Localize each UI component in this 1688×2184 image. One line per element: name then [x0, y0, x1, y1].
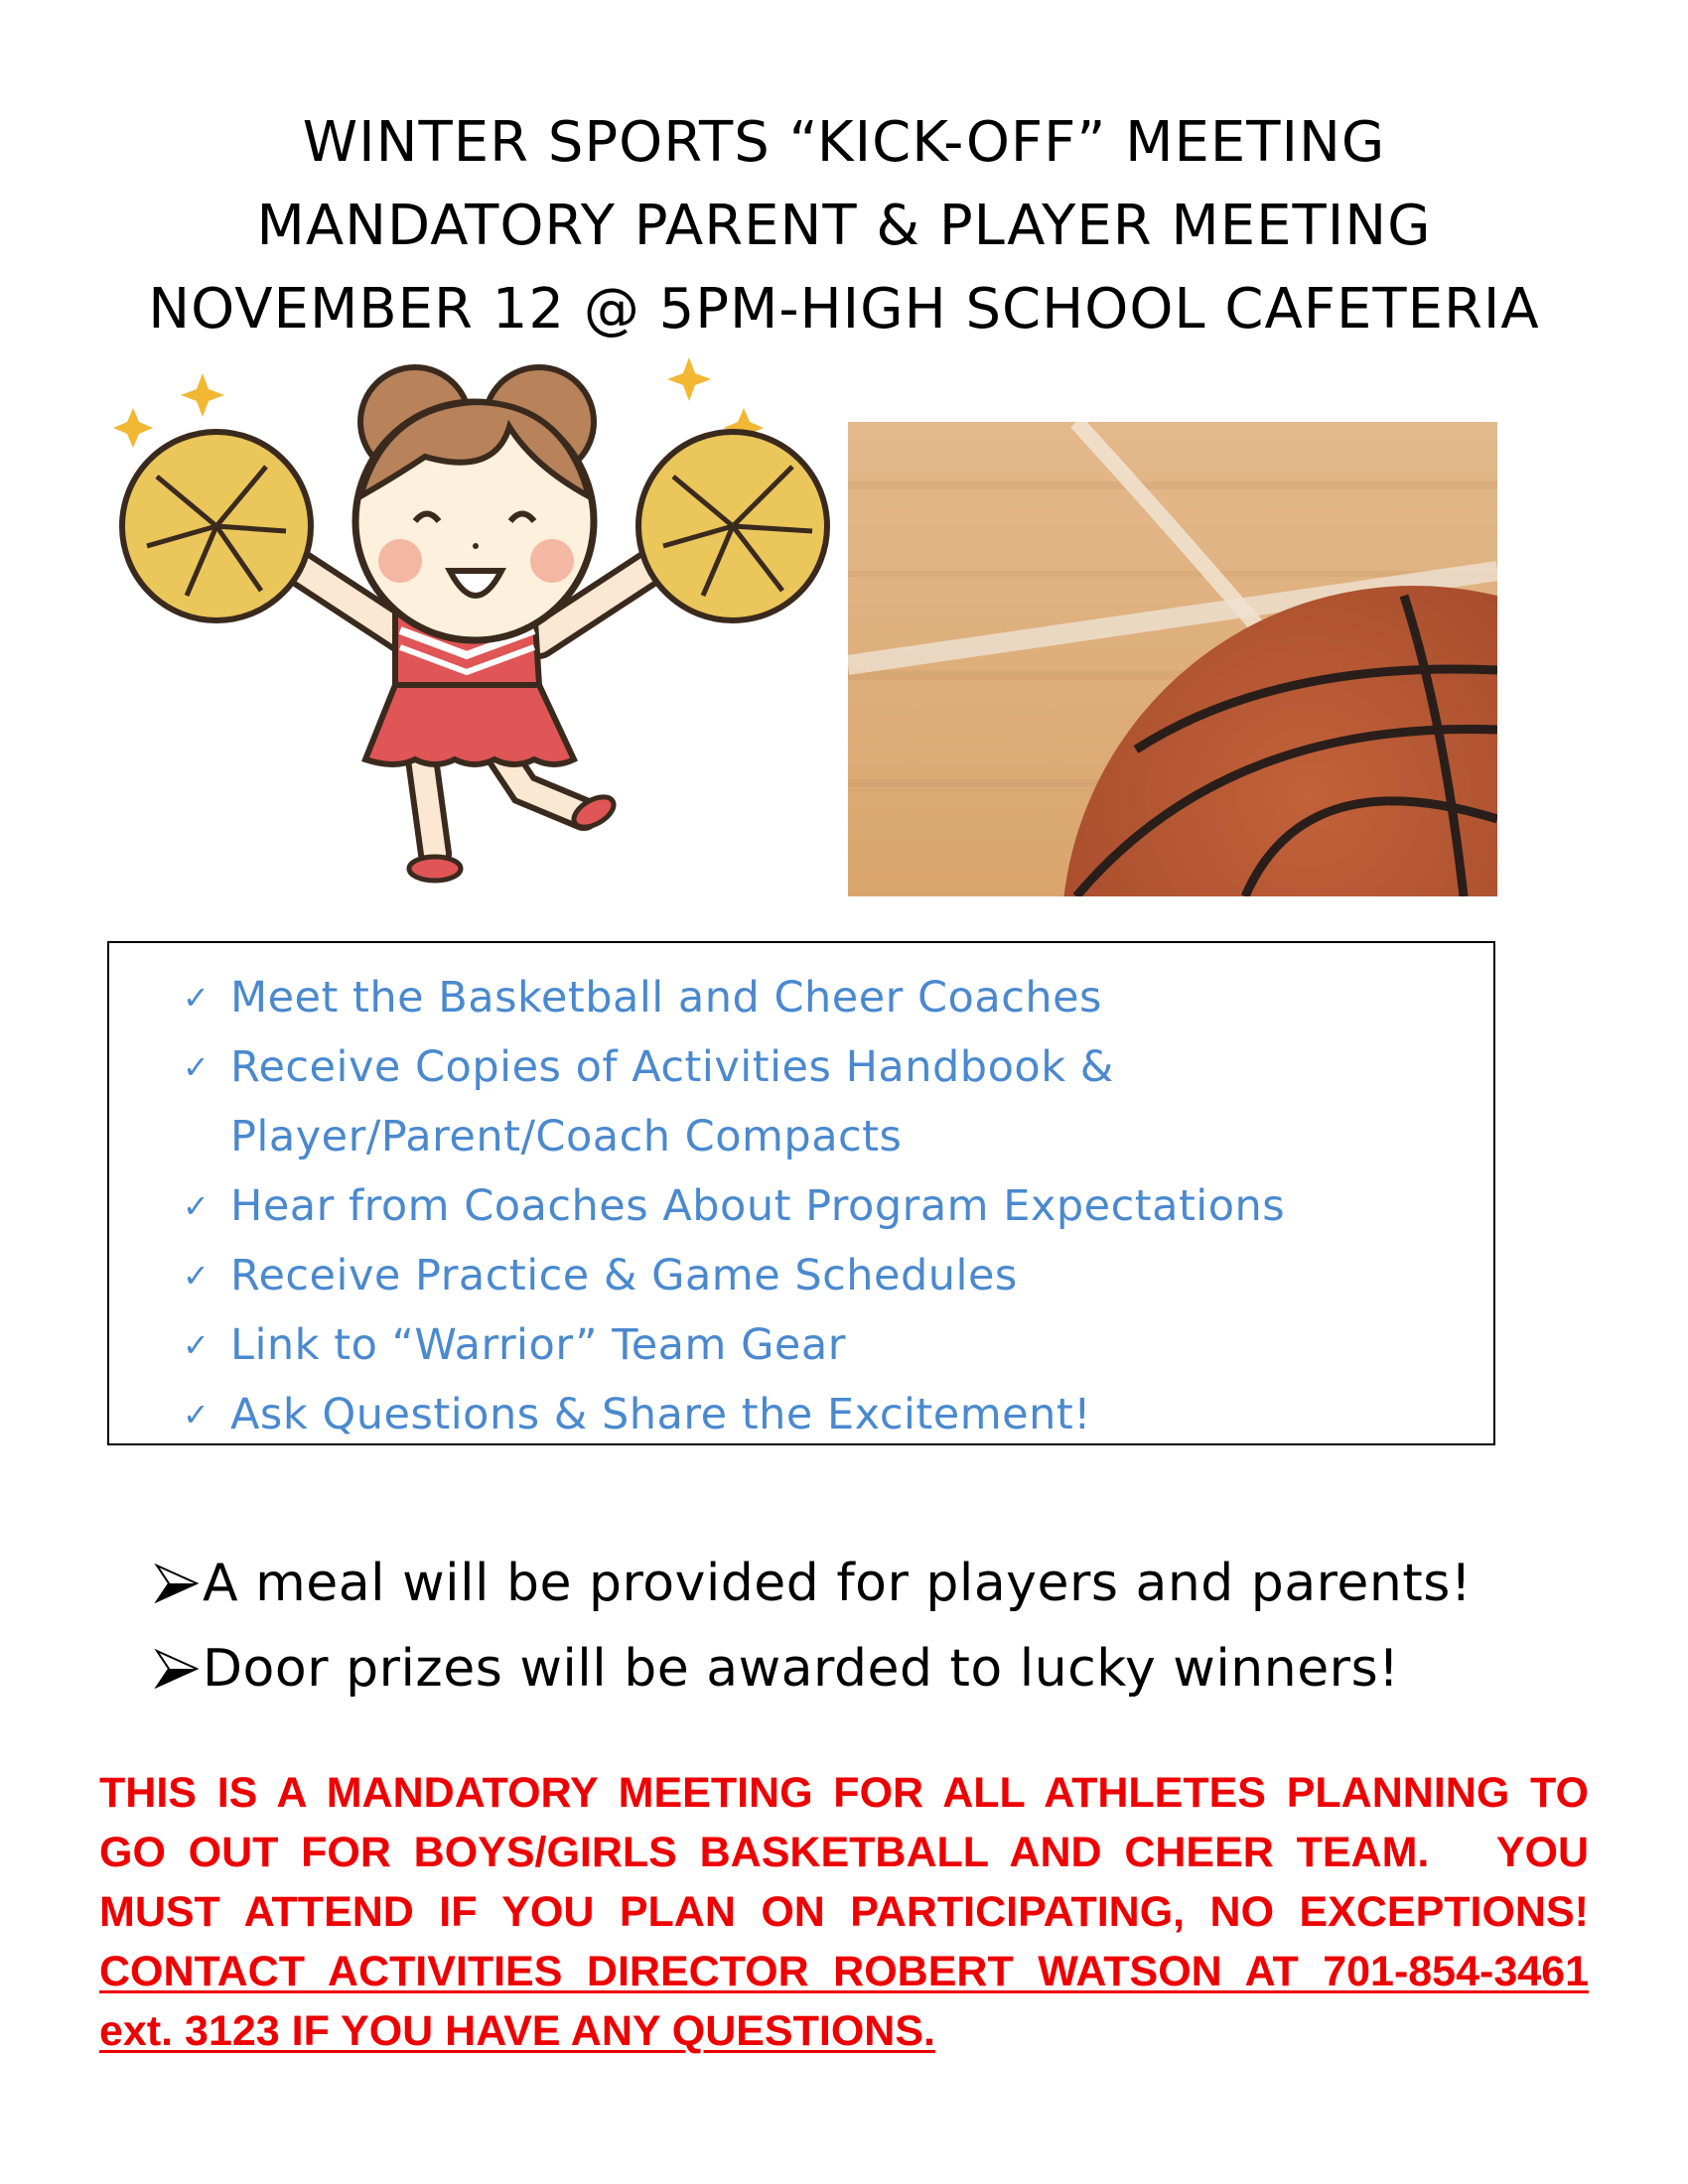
agenda-item: ✓ Link to “Warrior” Team Gear	[183, 1310, 1285, 1380]
agenda-item: ✓ Ask Questions & Share the Excitement!	[183, 1380, 1285, 1449]
agenda-item: ✓ Receive Practice & Game Schedules	[183, 1241, 1285, 1310]
basketball-court-photo	[848, 422, 1497, 896]
agenda-box	[107, 941, 1495, 1445]
agenda-item: ✓ Hear from Coaches About Program Expectations	[183, 1171, 1285, 1241]
perk-item: A meal will be provided for players and parents!	[151, 1541, 1472, 1626]
mandatory-notice	[99, 1763, 1589, 2061]
arrowhead-icon	[151, 1649, 203, 1689]
contact-line: CONTACT ACTIVITIES DIRECTOR ROBERT WATSON AT 701-854-3461	[99, 1948, 1589, 1995]
arrowhead-icon	[151, 1564, 203, 1603]
title-line-3: NOVEMBER 12 @ 5PM-HIGH SCHOOL CAFETERIA	[148, 277, 1540, 341]
perk-item: Door prizes will be awarded to lucky winners!	[151, 1626, 1472, 1711]
perks-list	[151, 1541, 1472, 1711]
agenda-item: ✓ Receive Copies of Activities Handbook & Player/Parent/Coach Compacts	[183, 1032, 1285, 1171]
cheerleader-illustration	[97, 347, 856, 903]
notice-line: GO OUT FOR BOYS/GIRLS BASKETBALL AND CHEER TEAM. YOU	[99, 1829, 1589, 1876]
agenda-item: ✓ Meet the Basketball and Cheer Coaches	[183, 963, 1285, 1032]
checkmark-icon: ✓	[183, 1048, 211, 1086]
title-line-1: WINTER SPORTS “KICK-OFF” MEETING	[302, 110, 1386, 175]
contact-line: ext. 3123 IF YOU HAVE ANY QUESTIONS.	[99, 2007, 935, 2055]
checkmark-icon: ✓	[183, 1396, 211, 1433]
notice-line: MUST ATTEND IF YOU PLAN ON PARTICIPATING, NO EXCEPTIONS!	[99, 1888, 1589, 1936]
checkmark-icon: ✓	[183, 979, 211, 1017]
notice-line: THIS IS A MANDATORY MEETING FOR ALL ATHLETES PLANNING TO	[99, 1769, 1589, 1817]
title-line-2: MANDATORY PARENT & PLAYER MEETING	[256, 194, 1432, 258]
checkmark-icon: ✓	[183, 1326, 211, 1364]
agenda-list	[183, 963, 1285, 1449]
checkmark-icon: ✓	[183, 1187, 211, 1225]
checkmark-icon: ✓	[183, 1257, 211, 1295]
